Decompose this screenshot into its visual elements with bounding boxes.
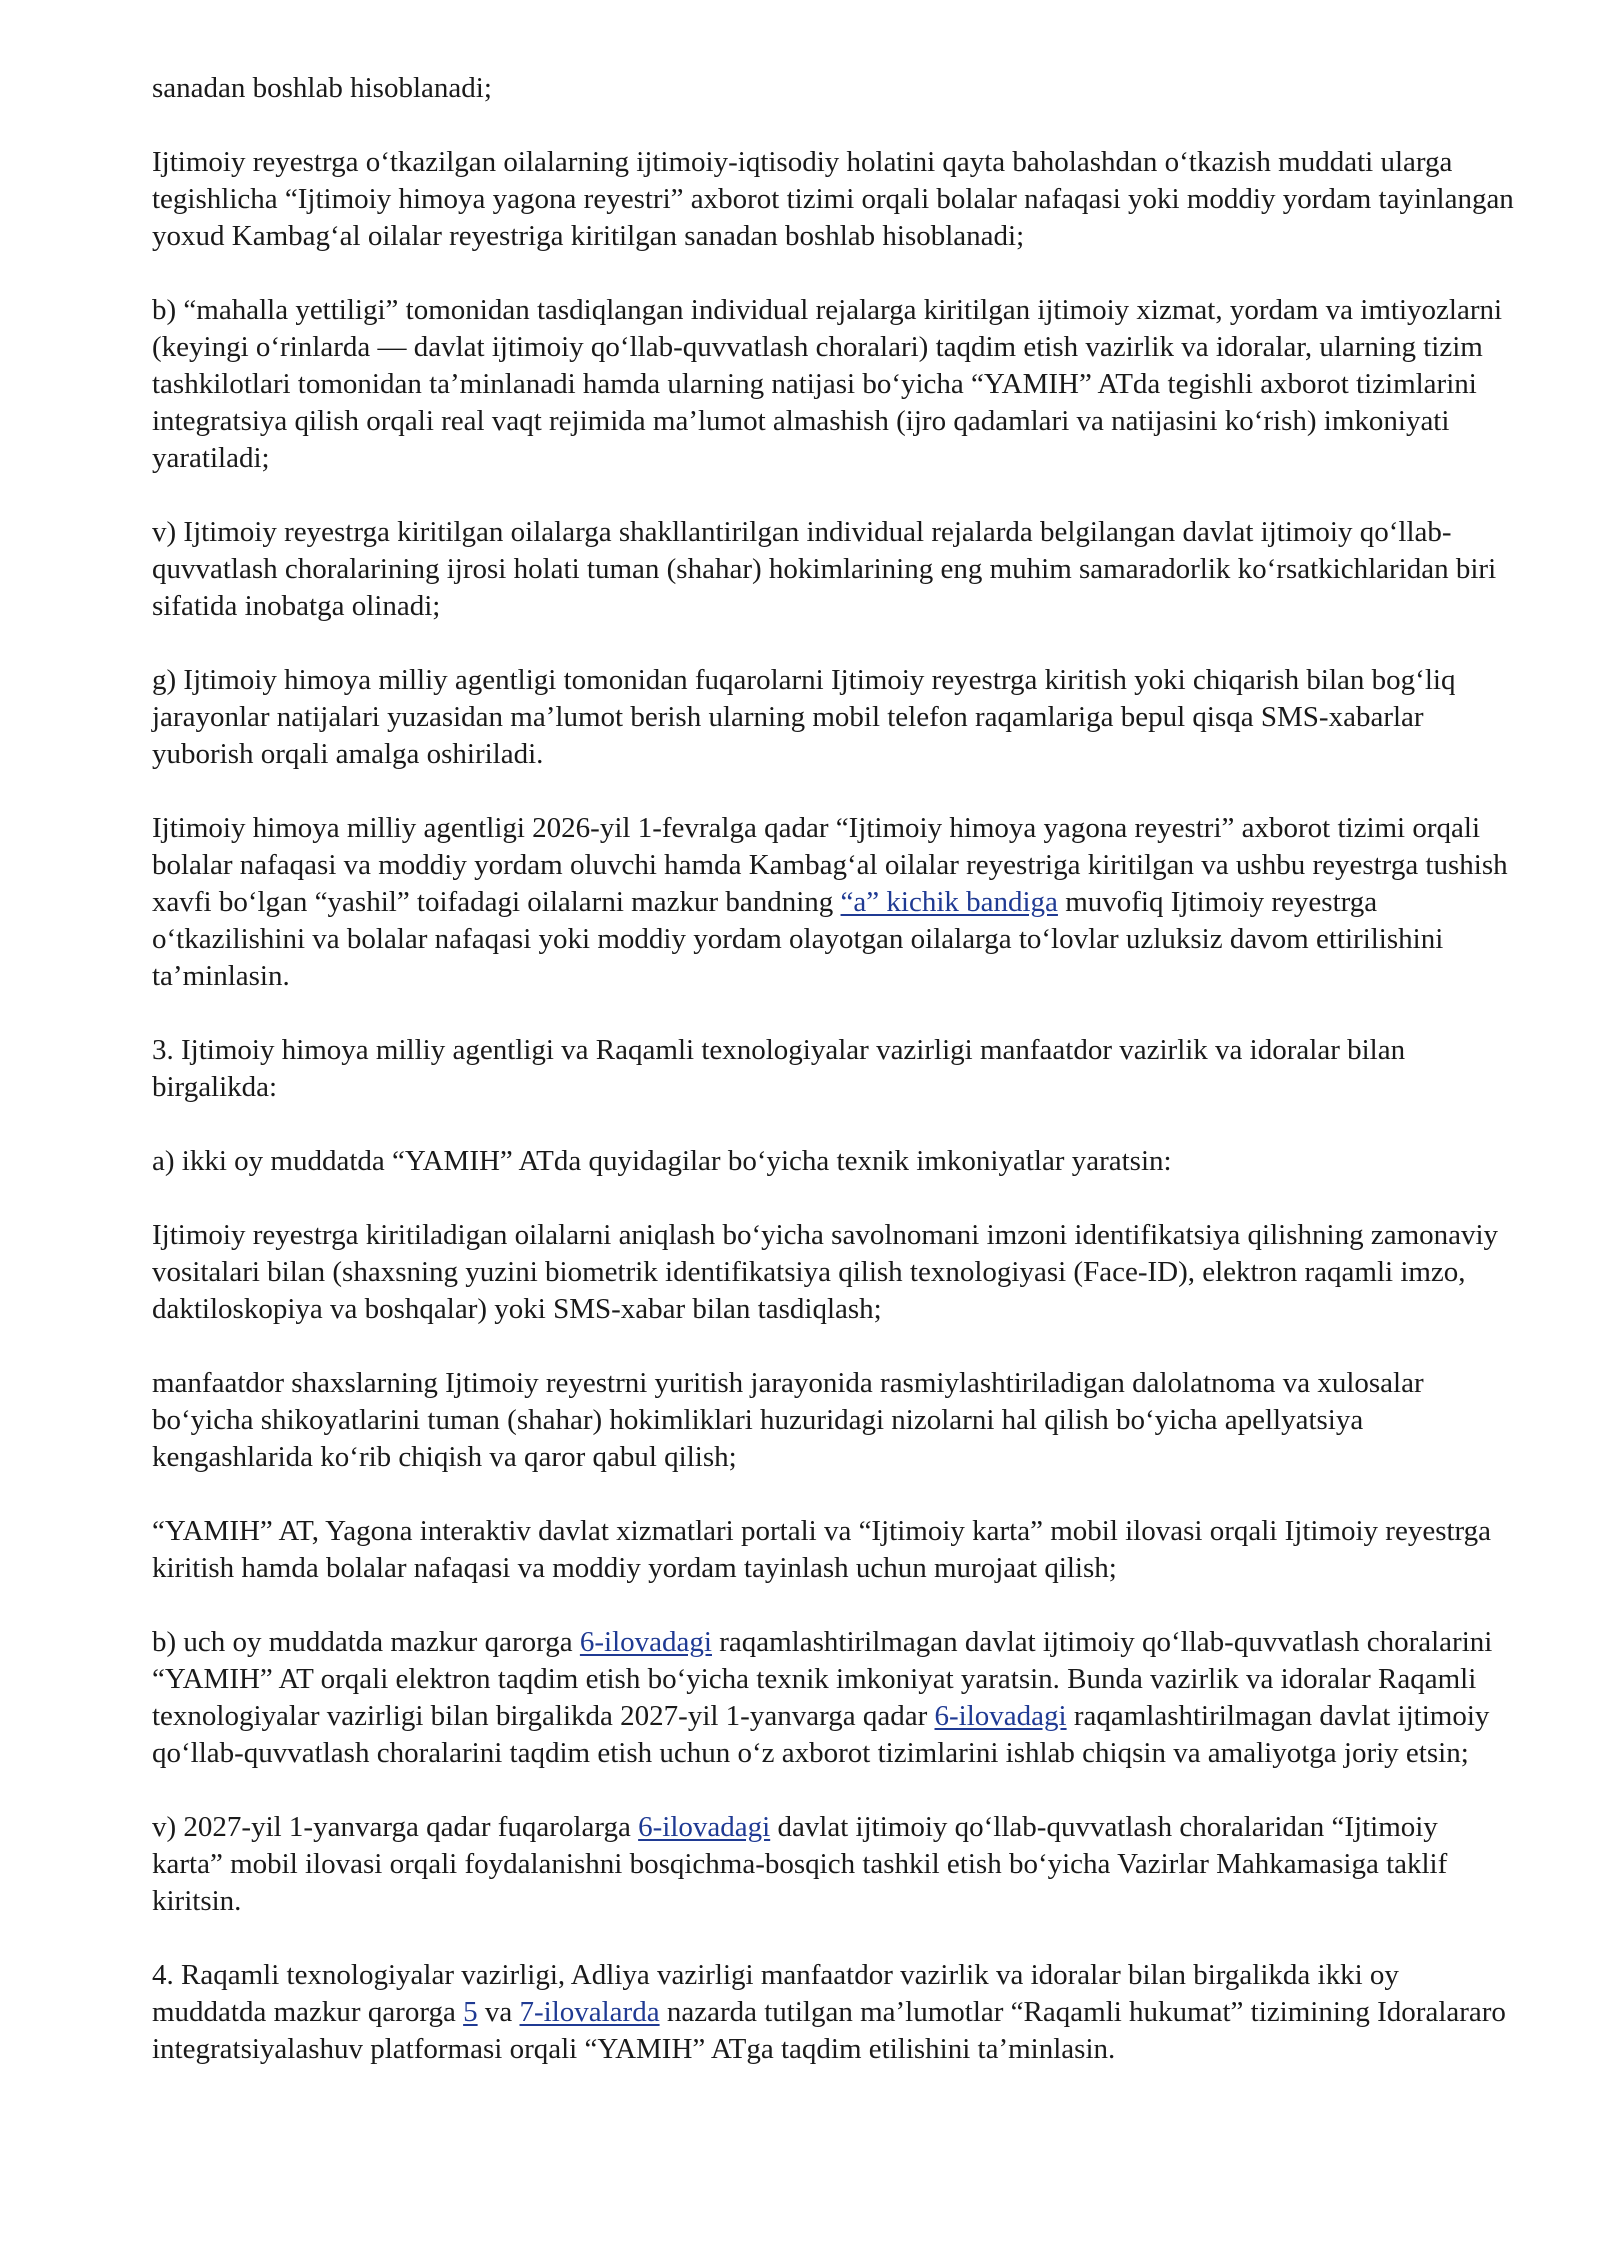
appendix-6-link[interactable]: 6-ilovadagi: [638, 1811, 771, 1843]
paragraph-text: muvofiq Ijtimoiy reyestrga o‘tkazilishini va bolalar nafaqasi yoki moddiy yordam olayotgan oilalarga to‘lovlar uzluksiz davom ettirilishini ta’minlasin.: [152, 886, 1444, 992]
paragraph-text: nazarda tutilgan ma’lumotlar “Raqamli hukumat” tizimining Idoralararo integratsiyalashuv platformasi orqali “YAMIH” ATga taqdim etilishini ta’minlasin.: [152, 1996, 1506, 2065]
appendix-6-link[interactable]: 6-ilovadagi: [934, 1700, 1067, 1732]
paragraph: sanadan boshlab hisoblanadi;: [152, 72, 492, 104]
paragraph-item-b: [152, 1624, 1514, 1772]
paragraph-text: Ijtimoiy himoya milliy agentligi 2026-yil 1-fevralga qadar “Ijtimoiy himoya yagona reyestri” axborot tizimi orqali bolalar nafaqasi va moddiy yordam oluvchi hamda Kambag‘al oilalar reyestriga kiritilgan va ushbu reyestrga tushish xavfi bo‘lgan “yashil” toifadagi oilalarni mazkur bandning: [152, 812, 1508, 918]
paragraph-item-a: a) ikki oy muddatda “YAMIH” ATda quyidagilar bo‘yicha texnik imkoniyatlar yaratsin:: [152, 1145, 1172, 1177]
paragraph: Ijtimoiy reyestrga kiritiladigan oilalarni aniqlash bo‘yicha savolnomani imzoni identifikatsiya qilishning zamonaviy vositalari bilan (shaxsning yuzini biometrik identifikatsiya qilish texnologiyasi (Face-ID), elektron raqamli imzo, daktiloskopiya va boshqalar) yoki SMS-xabar bilan tasdiqlash;: [152, 1219, 1499, 1325]
paragraph-item-v: [152, 1809, 1514, 1920]
paragraph-item-v: v) Ijtimoiy reyestrga kiritilgan oilalarga shakllantirilgan individual rejalarda belgilangan davlat ijtimoiy qo‘llab-quvvatlash choralarining ijrosi holati tuman (shahar) hokimlarining eng muhim samaradorlik ko‘rsatkichlaridan biri sifatida inobatga olinadi;: [152, 516, 1497, 622]
paragraph-section-4: [152, 1957, 1514, 2068]
paragraph-section-3: 3. Ijtimoiy himoya milliy agentligi va Raqamli texnologiyalar vazirligi manfaatdor vazirlik va idoralar bilan birgalikda:: [152, 1034, 1406, 1103]
paragraph-item-b: b) “mahalla yettiligi” tomonidan tasdiqlangan individual rejalarga kiritilgan ijtimoiy xizmat, yordam va imtiyozlarni (keyingi o‘rinlarda — davlat ijtimoiy qo‘llab-quvvatlash choralari) taqdim etish vazirlik va idoralar, ularning tizim tashkilotlari tomonidan ta’minlanadi hamda ularning natijasi bo‘yicha “YAMIH” ATda tegishli axborot tizimlarini integratsiya qilish orqali real vaqt rejimida ma’lumot almashish (ijro qadamlari va natijasini ko‘rish) imkoniyati yaratiladi;: [152, 294, 1503, 474]
subclause-a-link[interactable]: “a” kichik bandiga: [840, 886, 1058, 918]
paragraph-text: 4. Raqamli texnologiyalar vazirligi, Adliya vazirligi manfaatdor vazirlik va idoralar bilan birgalikda ikki oy muddatda mazkur qarorga: [152, 1959, 1399, 2028]
paragraph: Ijtimoiy reyestrga o‘tkazilgan oilalarning ijtimoiy-iqtisodiy holatini qayta baholashdan o‘tkazish muddati ularga tegishlicha “Ijtimoiy himoya yagona reyestri” axborot tizimi orqali bolalar nafaqasi yoki moddiy yordam tayinlangan yoxud Kambag‘al oilalar reyestriga kiritilgan sanadan boshlab hisoblanadi;: [152, 146, 1514, 252]
appendix-6-link[interactable]: 6-ilovadagi: [579, 1626, 712, 1658]
paragraph-text: va: [477, 1996, 520, 2028]
paragraph-text: b) uch oy muddatda mazkur qarorga: [152, 1626, 580, 1658]
paragraph: [152, 810, 1514, 995]
appendix-7-link[interactable]: 7-ilovalarda: [519, 1996, 660, 2028]
paragraph: “YAMIH” AT, Yagona interaktiv davlat xizmatlari portali va “Ijtimoiy karta” mobil ilovasi orqali Ijtimoiy reyestrga kiritish hamda bolalar nafaqasi va moddiy yordam tayinlash uchun murojaat qilish;: [152, 1515, 1492, 1584]
paragraph-text: raqamlashtirilmagan davlat ijtimoiy qo‘llab-quvvatlash choralarini “YAMIH” AT orqali elektron taqdim etish bo‘yicha texnik imkoniyat yaratsin. Bunda vazirlik va idoralar Raqamli texnologiyalar vazirligi bilan birgalikda 2027-yil 1-yanvarga qadar: [152, 1626, 1493, 1732]
paragraph-text: raqamlashtirilmagan davlat ijtimoiy qo‘llab-quvvatlash choralarini taqdim etish uchun o‘z axborot tizimlarini ishlab chiqsin va amaliyotga joriy etsin;: [152, 1700, 1490, 1769]
paragraph-item-g: g) Ijtimoiy himoya milliy agentligi tomonidan fuqarolarni Ijtimoiy reyestrga kiritish yoki chiqarish bilan bog‘liq jarayonlar natijalari yuzasidan ma’lumot berish ularning mobil telefon raqamlariga bepul qisqa SMS-xabarlar yuborish orqali amalga oshiriladi.: [152, 664, 1456, 770]
paragraph-text: v) 2027-yil 1-yanvarga qadar fuqarolarga: [152, 1811, 639, 1843]
document-page: [152, 70, 1514, 2105]
paragraph-text: davlat ijtimoiy qo‘llab-quvvatlash choralaridan “Ijtimoiy karta” mobil ilovasi orqali foydalanishni bosqichma-bosqich tashkil etish bo‘yicha Vazirlar Mahkamasiga taklif kiritsin.: [152, 1811, 1448, 1917]
appendix-5-link[interactable]: 5: [463, 1996, 478, 2028]
paragraph: manfaatdor shaxslarning Ijtimoiy reyestrni yuritish jarayonida rasmiylashtiriladigan dalolatnoma va xulosalar bo‘yicha shikoyatlarini tuman (shahar) hokimliklari huzuridagi nizolarni hal qilish bo‘yicha apellyatsiya kengashlarida ko‘rib chiqish va qaror qabul qilish;: [152, 1367, 1424, 1473]
